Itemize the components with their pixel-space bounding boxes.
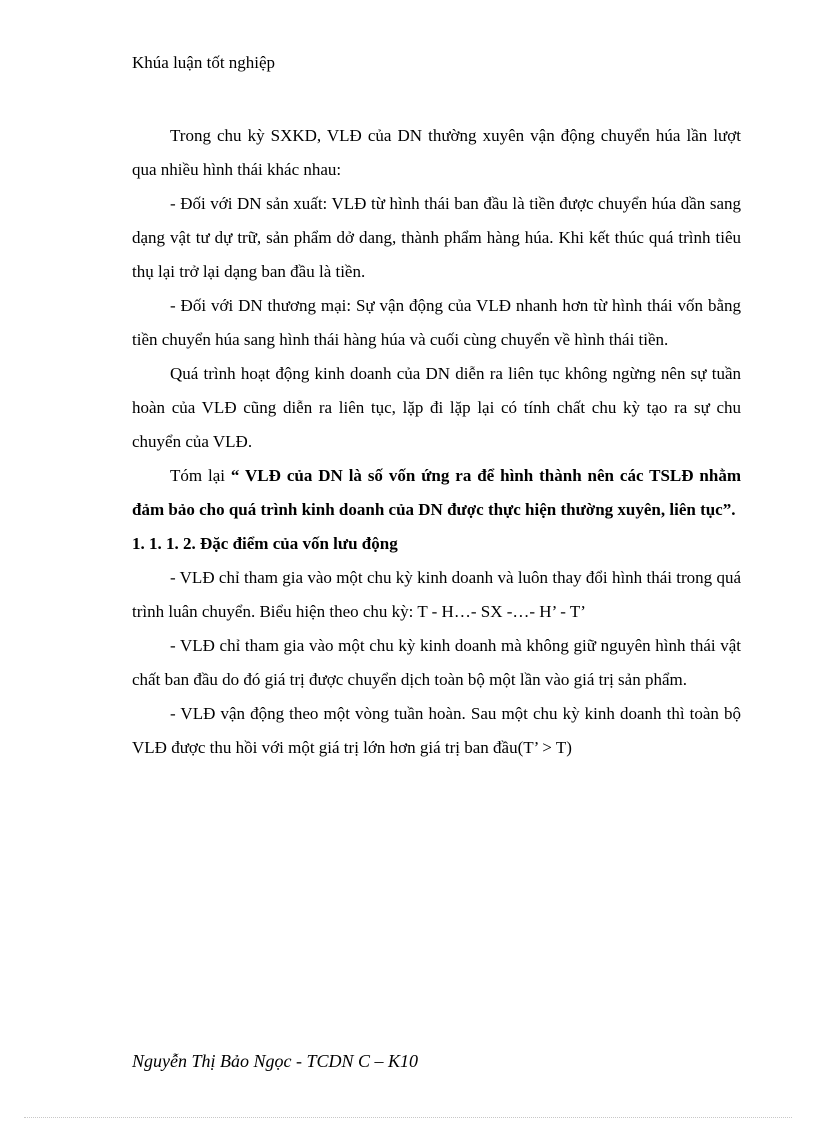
paragraph-summary-definition [132, 459, 741, 527]
section-heading-working-capital-characteristics: 1. 1. 1. 2. Đặc điểm của vốn lưu động [132, 534, 398, 553]
paragraph-sxkd-cycle: Trong chu kỳ SXKD, VLĐ của DN thường xuyên vận động chuyển húa lần lượt qua nhiều hình thái khác nhau: [132, 126, 741, 179]
paragraph-production-enterprise: - Đối với DN sản xuất: VLĐ từ hình thái ban đầu là tiền được chuyển húa dần sang dạng vật tư dự trữ, sản phẩm dở dang, thành phẩm hàng húa. Khi kết thúc quá trình tiêu thụ lại trở lại dạng ban đầu là tiền. [132, 194, 741, 281]
page-header-title: Khúa luận tốt nghiệp [132, 53, 276, 72]
summary-bold-definition: “ VLĐ của DN là số vốn ứng ra để hình thành nên các TSLĐ nhằm đảm bảo cho quá trình kinh doanh của DN được thực hiện thường xuyên, liên tục”. [132, 466, 741, 519]
summary-lead-text: Tóm lại [170, 466, 231, 485]
footer-dotted-rule [24, 1117, 792, 1118]
paragraph-characteristic-circulation: - VLĐ vận động theo một vòng tuần hoàn. Sau một chu kỳ kinh doanh thì toàn bộ VLĐ được thu hồi với một giá trị lớn hơn giá trị ban đầu(T’ > T) [132, 704, 741, 757]
paragraph-trading-enterprise: - Đối với DN thương mại: Sự vận động của VLĐ nhanh hơn từ hình thái vốn bằng tiền chuyển húa sang hình thái hàng húa và cuối cùng chuyển về hình thái tiền. [132, 296, 741, 349]
page-footer-author: Nguyễn Thị Bảo Ngọc - TCDN C – K10 [132, 1051, 419, 1071]
paragraph-continuous-circulation: Quá trình hoạt động kinh doanh của DN diễn ra liên tục không ngừng nên sự tuần hoàn của VLĐ cũng diễn ra liên tục, lặp đi lặp lại có tính chất chu kỳ tạo ra sự chu chuyển của VLĐ. [132, 364, 741, 451]
paragraph-characteristic-value-transfer: - VLĐ chỉ tham gia vào một chu kỳ kinh doanh mà không giữ nguyên hình thái vật chất ban đầu do đó giá trị được chuyển dịch toàn bộ một lần vào giá trị sản phẩm. [132, 636, 741, 689]
paragraph-characteristic-one-cycle: - VLĐ chỉ tham gia vào một chu kỳ kinh doanh và luôn thay đổi hình thái trong quá trình luân chuyển. Biểu hiện theo chu kỳ: T - H…- SX -…- H’ - T’ [132, 568, 741, 621]
document-body [132, 119, 741, 765]
